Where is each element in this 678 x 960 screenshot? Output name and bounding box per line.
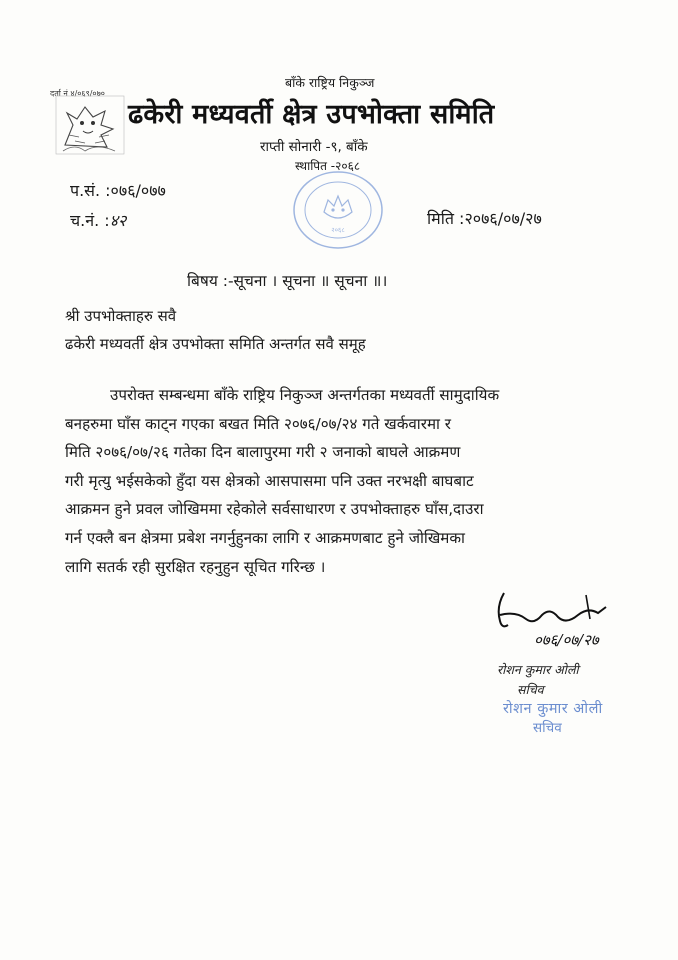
established-year: स्थापित -२०६८ — [295, 159, 361, 173]
signer-title-handwritten: सचिव — [517, 682, 544, 697]
svg-text:२०६८: २०६८ — [331, 226, 345, 234]
letter-date: मिति :२०७६/०७/२७ — [427, 209, 542, 228]
addressee-line-1: श्री उपभोक्ताहरु सवै — [65, 307, 177, 325]
body-line: बनहरुमा घाँस काट्न गएका बखत मिति २०७६/०७/२४ गते खर्कवारमा र — [65, 414, 452, 433]
park-name: बाँके राष्ट्रिय निकुञ्ज — [285, 75, 375, 90]
chalani-label: च.नं. : — [70, 211, 110, 230]
chalani-number-line — [70, 209, 126, 231]
handwritten-signature — [486, 585, 616, 655]
organization-title: ढकेरी मध्यवर्ती क्षेत्र उपभोक्ता समिति — [128, 99, 495, 130]
patra-sankhya: प.सं. :०७६/०७७ — [70, 181, 166, 200]
svg-text:०७६/०७/२७: ०७६/०७/२७ — [534, 631, 599, 649]
chalani-number: ४२ — [109, 211, 127, 230]
body-line: आक्रमन हुने प्रवल जोखिममा रहेकोले सर्वसाधारण र उपभोक्ताहरु घाँस,दाउरा — [65, 500, 484, 519]
signer-name-handwritten: रोशन कुमार ओली — [497, 662, 579, 677]
organization-seal-icon — [292, 170, 384, 250]
registration-number: दर्ता नं ४/०६९/०७० — [50, 89, 105, 98]
addressee-line-2: ढकेरी मध्यवर्ती क्षेत्र उपभोक्ता समिति अन्तर्गत सवै समूह — [65, 335, 366, 353]
body-line: गरी मृत्यु भईसकेको हुँदा यस क्षेत्रको आसपासमा पनि उक्त नरभक्षी बाघबाट — [65, 471, 474, 490]
body-line: लागि सतर्क रही सुरक्षित रहनुहुन सूचित गरिन्छ । — [65, 557, 326, 576]
notice-body — [65, 381, 620, 581]
organization-address: राप्ती सोनारी -९, बाँके — [260, 139, 368, 155]
body-line: उपरोक्त सम्बन्धमा बाँके राष्ट्रिय निकुञ्ज अन्तर्गतका मध्यवर्ती सामुदायिक — [110, 386, 500, 404]
signer-name-stamp: रोशन कुमार ओली — [503, 701, 603, 717]
tiger-logo-icon — [55, 95, 125, 155]
body-line: मिति २०७६/०७/२६ गतेका दिन बालापुरमा गरी २ जनाको बाघले आक्रमण — [65, 443, 461, 462]
signer-title-stamp: सचिव — [533, 720, 562, 736]
body-line: गर्न एक्लै बन क्षेत्रमा प्रबेश नगर्नुहुनका लागि र आक्रमणबाट हुने जोखिमका — [65, 528, 465, 547]
subject-line: बिषय :-सूचना । सूचना ॥ सूचना ॥। — [187, 272, 388, 290]
